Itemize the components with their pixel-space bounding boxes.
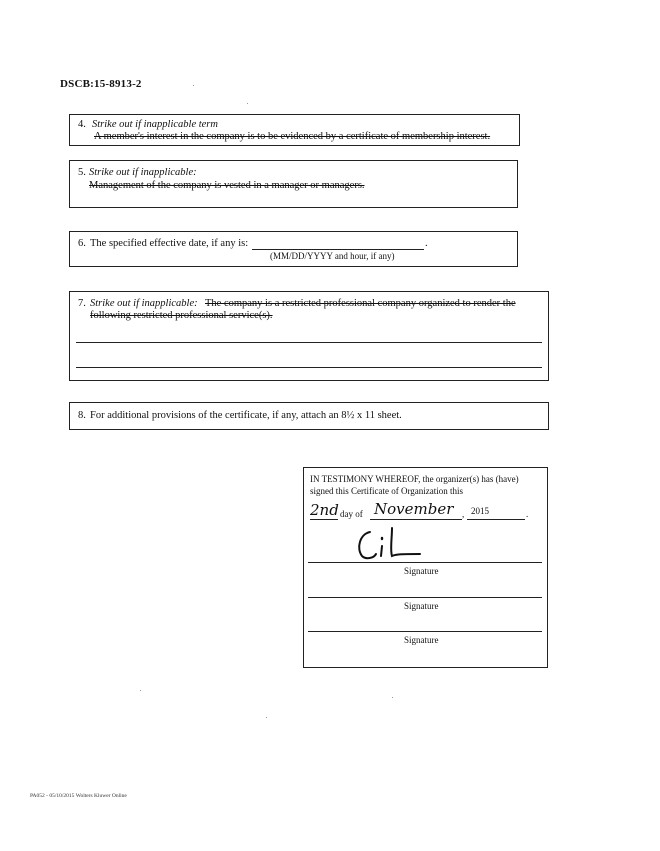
scan-speck [392, 697, 393, 698]
effective-date-hint: (MM/DD/YYYY and hour, if any) [270, 251, 395, 261]
testimony-line-1: IN TESTIMONY WHEREOF, the organizer(s) has (have) [310, 474, 519, 484]
signature-scribble [352, 524, 427, 564]
footer-text: PA052 - 05/10/2015 Wolters Kluwer Online [30, 793, 127, 799]
day-handwritten: 2nd [310, 501, 339, 519]
section-8-box [69, 402, 549, 430]
section-4-number: 4. [78, 119, 86, 130]
section-6-trailing-period: . [425, 238, 428, 249]
section-6-box [69, 231, 518, 267]
scan-speck [140, 690, 141, 691]
section-4-instruction: Strike out if inapplicable term [92, 119, 218, 130]
document-id: DSCB:15-8913-2 [60, 78, 142, 90]
section-6-number: 6. [78, 238, 86, 249]
signature-label-2: Signature [404, 601, 439, 611]
section-5-box [69, 160, 518, 208]
testimony-line-2: signed this Certificate of Organization this [310, 486, 464, 496]
section-5-struck-text: Management of the company is vested in a manager or managers. [89, 180, 365, 191]
signature-line-3 [308, 631, 542, 632]
testimony-box [303, 467, 548, 668]
section-7-struck-line-1: The company is a restricted professional company organized to render the [205, 298, 516, 309]
year-separator: , [462, 509, 465, 519]
year-field-line [467, 519, 525, 520]
service-line-1 [76, 342, 542, 343]
section-4-struck-text: A member's interest in the company is to be evidenced by a certificate of membership interest. [94, 131, 491, 142]
scan-speck [247, 103, 248, 104]
section-4-box [69, 114, 520, 146]
signature-line-1 [308, 562, 542, 563]
section-7-instruction: Strike out if inapplicable: [90, 298, 198, 309]
section-8-text: For additional provisions of the certificate, if any, attach an 8½ x 11 sheet. [90, 410, 402, 421]
signature-label-1: Signature [404, 566, 439, 576]
month-field-line [370, 519, 462, 520]
service-line-2 [76, 367, 542, 368]
section-5-number: 5. [78, 167, 86, 178]
scan-speck [266, 717, 267, 718]
section-7-box [69, 291, 549, 381]
year-value: 2015 [471, 506, 489, 516]
signature-line-2 [308, 597, 542, 598]
effective-date-field-line [252, 249, 424, 250]
signature-label-3: Signature [404, 635, 439, 645]
section-7-struck-line-2: following restricted professional service(s). [90, 310, 273, 321]
signature-image [352, 524, 427, 564]
month-handwritten: November [374, 500, 454, 518]
day-of-label: day of [340, 509, 363, 519]
section-8-number: 8. [78, 410, 86, 421]
section-6-label: The specified effective date, if any is: [90, 238, 249, 249]
end-period: . [526, 509, 529, 519]
scan-speck [193, 85, 194, 86]
day-field-line [310, 519, 338, 520]
section-7-number: 7. [78, 298, 86, 309]
section-5-instruction: Strike out if inapplicable: [89, 167, 197, 178]
